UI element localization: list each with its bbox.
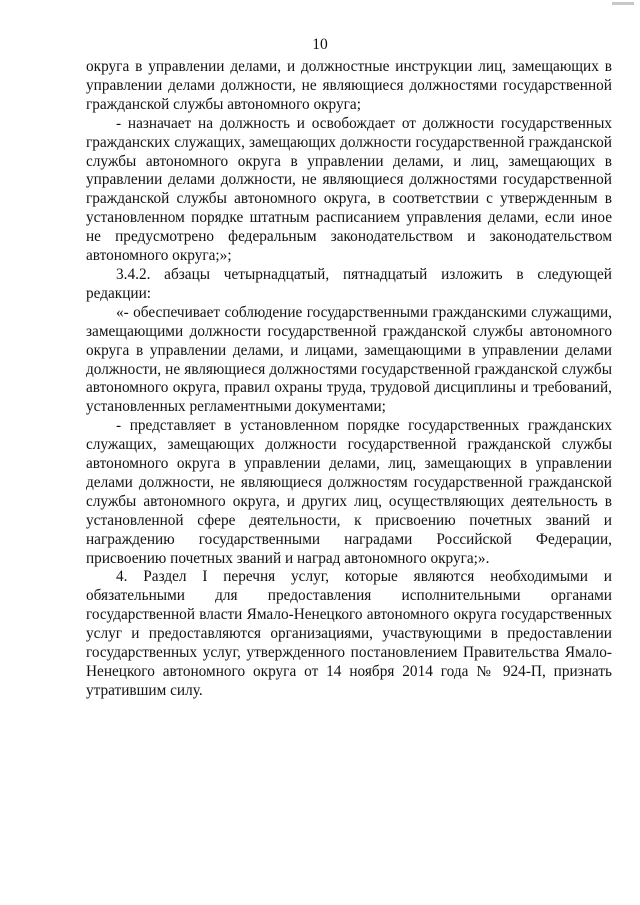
document-body — [86, 58, 612, 701]
paragraph-awards: - представляет в установленном порядке государственных гражданских служащих, замещающих должности государственной гражданской службы автономного округа в управлении делами, лиц, замещающих в управлении делами должности, не являющиеся должностям государственной гражданской службы автономного округа, и других лиц, осуществляющих деятельность в установленной сфере деятельности, к присвоению почетных званий и награждению государственными наградами Российской Федерации, присвоению почетных званий и наград автономного округа;». — [86, 417, 612, 567]
paragraph-section-4: 4. Раздел I перечня услуг, которые являются необходимыми и обязательными для предоставления исполнительными органами государственной власти Ямало-Ненецкого автономного округа государственных услуг и предоставляются организациями, участвующими в предоставлении государственных услуг, утвержденного постановлением Правительства Ямало-Ненецкого автономного округа от 14 ноября 2014 года № 924-П, признать утратившим силу. — [86, 568, 612, 699]
page-number: 10 — [312, 36, 328, 53]
paragraph-continuation: округа в управлении делами, и должностные инструкции лиц, замещающих в управлении делами должности, не являющиеся должностями государственной гражданской службы автономного округа; — [86, 58, 612, 113]
paragraph-appointment: - назначает на должность и освобождает от должности государственных гражданских служащих, замещающих должности государственной гражданской службы автономного округа в управлении делами, и лиц, замещающих в управлении делами должности, не являющиеся должностями государственной гражданской службы автономного округа, в соответствии с утвержденным в установленном порядке штатным расписанием управления делами, если иное не предусмотрено федеральным законодательством и законодательством автономного округа;»; — [86, 114, 612, 265]
scan-mark — [612, 2, 634, 5]
paragraph-compliance: «- обеспечивает соблюдение государственными гражданскими служащими, замещающими должности государственной гражданской службы автономного округа в управлении делами, и лицами, замещающими в управлении делами должности, не являющиеся должностями государственной гражданской службы автономного округа, правил охраны труда, трудовой дисциплины и требований, установленных регламентными документами; — [86, 303, 612, 416]
paragraph-amendment-3-4-2: 3.4.2. абзацы четырнадцатый, пятнадцатый изложить в следующей редакции: — [86, 265, 612, 302]
